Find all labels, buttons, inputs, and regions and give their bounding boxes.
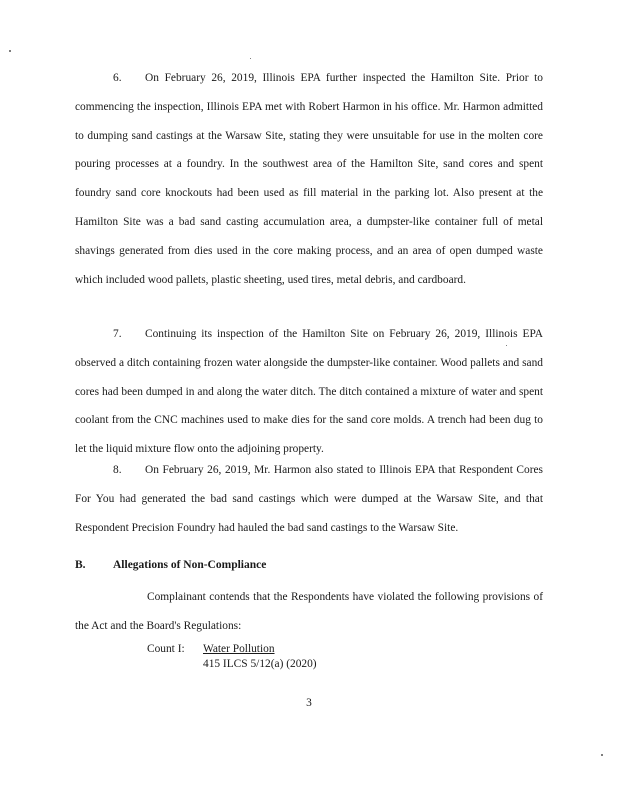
section-letter: B. — [75, 559, 86, 571]
intro-paragraph — [75, 583, 543, 641]
scan-speck — [250, 58, 251, 59]
scan-speck — [9, 50, 11, 52]
paragraph-number: 6. — [113, 72, 122, 84]
page-number: 3 — [306, 697, 312, 709]
paragraph-number: 7. — [113, 328, 122, 340]
section-heading — [75, 559, 266, 571]
paragraph-text: On February 26, 2019, Mr. Harmon also stated to Illinois EPA that Respondent Cores For You had generated the bad sand castings which were dumped at the Warsaw Site, and that Respondent Precision Foundry had hauled the bad sand castings to the Warsaw Site. — [75, 464, 543, 534]
scan-speck — [601, 754, 603, 756]
paragraph-8 — [75, 456, 543, 542]
count-citation: 415 ILCS 5/12(a) (2020) — [203, 658, 317, 670]
paragraph-text: On February 26, 2019, Illinois EPA further inspected the Hamilton Site. Prior to commencing the inspection, Illinois EPA met with Robert Harmon in his office. Mr. Harmon admitted to dumping sand castings at the Warsaw Site, stating they were unsuitable for use in the molten core pouring processes at a foundry. In the southwest area of the Hamilton Site, sand cores and spent foundry sand core knockouts had been used as fill material in the parking lot. Also present at the Hamilton Site was a bad sand casting accumulation area, a dumpster-like container full of metal shavings generated from dies used in the core making process, and an area of open dumped waste which included wood pallets, plastic sheeting, used tires, metal debris, and cardboard. — [75, 72, 543, 286]
paragraph-text: Continuing its inspection of the Hamilton Site on February 26, 2019, Illinois EPA observed a ditch containing frozen water alongside the dumpster-like container. Wood pallets and sand cores had been dumped in and along the water ditch. The ditch contained a mixture of water and spent coolant from the CNC machines used to make dies for the sand core molds. A trench had been dug to let the liquid mixture flow onto the adjoining property. — [75, 328, 543, 456]
count-title: Water Pollution — [203, 643, 275, 655]
count-label: Count I: — [147, 643, 185, 655]
section-title: Allegations of Non-Compliance — [113, 559, 267, 571]
paragraph-6 — [75, 64, 543, 294]
intro-text: Complainant contends that the Respondents have violated the following provisions of the Act and the Board's Regulations: — [75, 591, 543, 632]
paragraph-7 — [75, 320, 543, 464]
scan-speck — [506, 345, 507, 346]
paragraph-number: 8. — [113, 464, 122, 476]
